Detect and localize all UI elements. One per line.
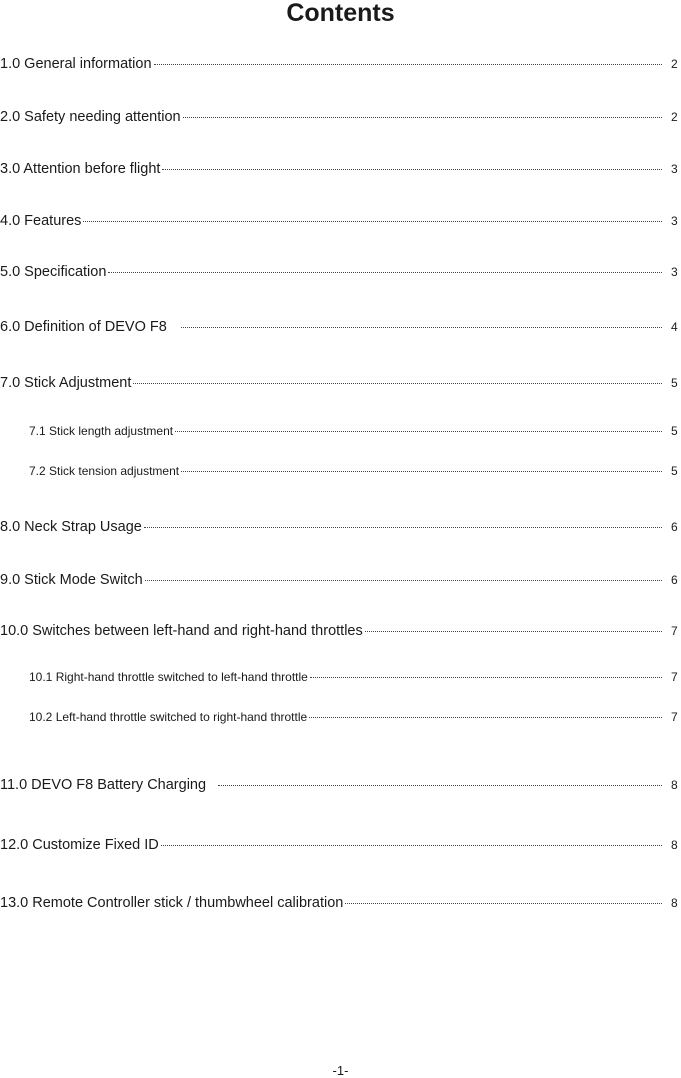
dot-leader xyxy=(181,327,662,328)
toc-entry-label: 3.0 Attention before flight xyxy=(0,161,161,177)
page-number: -1- xyxy=(332,1063,349,1078)
toc-entry-label: 10.2 Left-hand throttle switched to right-hand throttle xyxy=(29,710,308,724)
toc-entry-7-1[interactable] xyxy=(29,422,681,440)
toc-entry-page: 6 xyxy=(671,573,678,587)
dot-leader xyxy=(108,272,662,273)
toc-entry-7-0[interactable] xyxy=(0,374,681,392)
toc-entry-5-0[interactable] xyxy=(0,263,681,281)
dot-leader xyxy=(83,221,662,222)
dot-leader xyxy=(145,580,662,581)
toc-entry-label: 7.0 Stick Adjustment xyxy=(0,375,132,391)
toc-entry-12-0[interactable] xyxy=(0,836,681,854)
toc-entry-label: 11.0 DEVO F8 Battery Charging xyxy=(0,777,207,793)
toc-entry-page: 4 xyxy=(671,320,678,334)
toc-entry-page: 7 xyxy=(671,670,678,684)
dot-leader xyxy=(365,631,662,632)
toc-entry-4-0[interactable] xyxy=(0,212,681,230)
toc-entry-label: 5.0 Specification xyxy=(0,264,107,280)
page-title: Contents xyxy=(286,0,395,27)
dot-leader xyxy=(154,64,662,65)
dot-leader xyxy=(133,383,662,384)
toc-entry-page: 5 xyxy=(671,464,678,478)
toc-entry-page: 3 xyxy=(671,162,678,176)
dot-leader xyxy=(181,471,662,472)
toc-entry-page: 6 xyxy=(671,520,678,534)
toc-entry-page: 8 xyxy=(671,896,678,910)
toc-entry-label: 4.0 Features xyxy=(0,213,82,229)
dot-leader xyxy=(310,677,662,678)
toc-entry-6-0[interactable] xyxy=(0,318,681,336)
dot-leader xyxy=(161,845,662,846)
toc-entry-page: 2 xyxy=(671,57,678,71)
toc-entry-label: 13.0 Remote Controller stick / thumbwheel calibration xyxy=(0,895,344,911)
toc-entry-9-0[interactable] xyxy=(0,571,681,589)
toc-entry-page: 2 xyxy=(671,110,678,124)
toc-entry-label: 12.0 Customize Fixed ID xyxy=(0,837,159,853)
toc-entry-page: 7 xyxy=(671,710,678,724)
dot-leader xyxy=(183,117,662,118)
toc-entry-11-0[interactable] xyxy=(0,776,681,794)
toc-entry-page: 5 xyxy=(671,376,678,390)
toc-entry-10-1[interactable] xyxy=(29,668,681,686)
toc-entry-8-0[interactable] xyxy=(0,518,681,536)
toc-entry-1-0[interactable] xyxy=(0,55,681,73)
toc-entry-page: 5 xyxy=(671,424,678,438)
dot-leader xyxy=(309,717,662,718)
toc-entry-10-2[interactable] xyxy=(29,708,681,726)
dot-leader xyxy=(162,169,662,170)
toc-entry-label: 10.0 Switches between left-hand and right-hand throttles xyxy=(0,623,363,639)
dot-leader xyxy=(218,785,662,786)
toc-entry-label: 7.1 Stick length adjustment xyxy=(29,424,174,438)
toc-entry-label: 7.2 Stick tension adjustment xyxy=(29,464,180,478)
toc-entry-label: 2.0 Safety needing attention xyxy=(0,109,181,125)
dot-leader xyxy=(345,903,662,904)
toc-entry-page: 8 xyxy=(671,838,678,852)
toc-entry-label: 8.0 Neck Strap Usage xyxy=(0,519,142,535)
toc-entry-page: 3 xyxy=(671,214,678,228)
toc-entry-3-0[interactable] xyxy=(0,160,681,178)
dot-leader xyxy=(144,527,662,528)
toc-entry-2-0[interactable] xyxy=(0,108,681,126)
toc-entry-page: 8 xyxy=(671,778,678,792)
toc-entry-label: 9.0 Stick Mode Switch xyxy=(0,572,143,588)
toc-entry-10-0[interactable] xyxy=(0,622,681,640)
toc-entry-label: 1.0 General information xyxy=(0,56,152,72)
dot-leader xyxy=(175,431,662,432)
toc-entry-7-2[interactable] xyxy=(29,462,681,480)
toc-entry-13-0[interactable] xyxy=(0,894,681,912)
toc-entry-label: 10.1 Right-hand throttle switched to left-hand throttle xyxy=(29,670,308,684)
toc-entry-page: 3 xyxy=(671,265,678,279)
toc-entry-label: 6.0 Definition of DEVO F8 xyxy=(0,319,167,335)
toc-entry-page: 7 xyxy=(671,624,678,638)
